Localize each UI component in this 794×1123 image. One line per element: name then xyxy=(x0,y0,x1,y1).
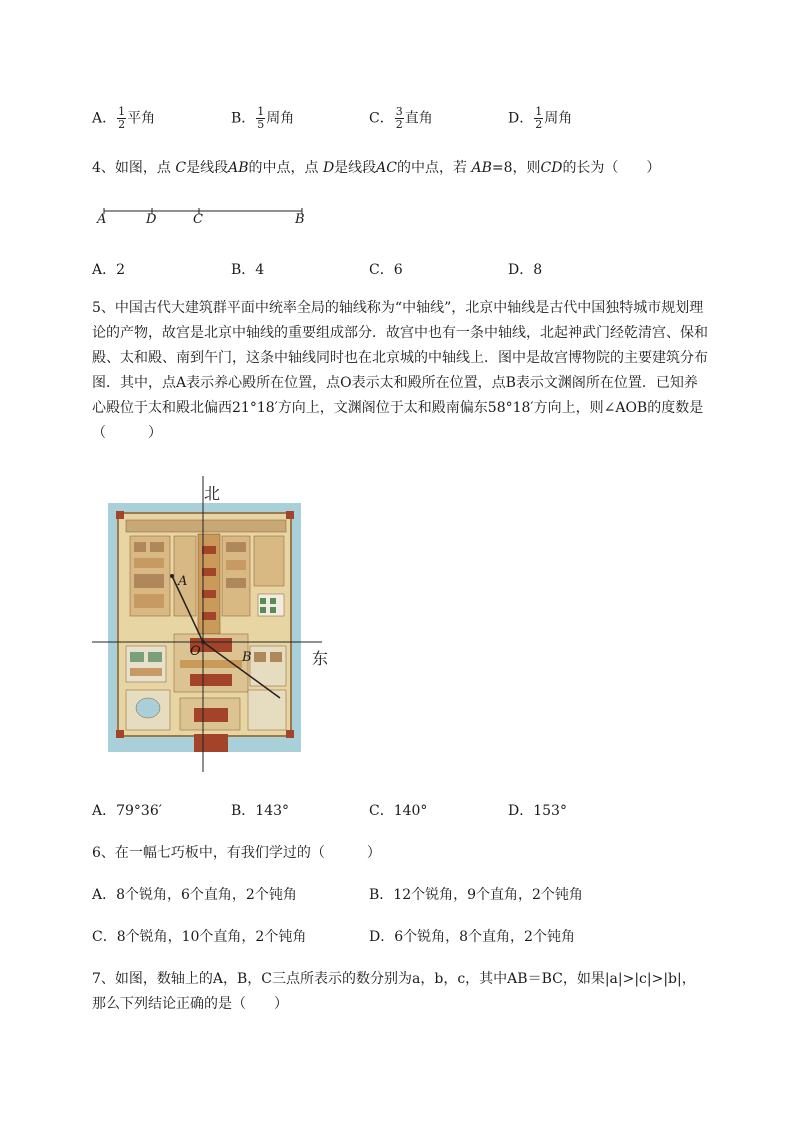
q5-option-b: B．143° xyxy=(231,803,290,819)
q6-option-c: C．8个锐角，10个直角，2个钝角 xyxy=(92,929,307,945)
q6-option-b: B．12个锐角，9个直角，2个钝角 xyxy=(369,887,583,903)
q6-option-a: A．8个锐角，6个直角，2个钝角 xyxy=(92,887,297,903)
point-label-d: D xyxy=(146,212,157,227)
q6-option-d: D．6个锐角，8个直角，2个钝角 xyxy=(369,929,575,945)
q4-question: 4、如图，点 C是线段AB的中点，点 D是线段AC的中点，若 AB=8，则CD的长为（ ） xyxy=(92,160,661,176)
point-label-a: A xyxy=(97,212,107,227)
segment-diagram xyxy=(92,200,312,230)
point-b-label: B xyxy=(242,650,252,665)
point-label-c: C xyxy=(193,212,203,227)
q5-option-c: C．140° xyxy=(369,803,428,819)
q3-option-a: A． $\frac{1}{2}$ 平角 xyxy=(92,105,156,131)
q3-option-d: D． $\frac{1}{2}$ 周角 xyxy=(508,105,573,131)
q4-option-d: D．8 xyxy=(508,262,543,278)
q6-question: 6、在一幅七巧板中，有我们学过的（ ） xyxy=(92,845,381,861)
q4-option-b: B．4 xyxy=(231,262,265,278)
palace-map xyxy=(90,476,340,776)
east-label: 东 xyxy=(312,649,329,668)
q7-question-line1: 7、如图，数轴上的A，B，C三点所表示的数分别为a，b，c，其中AB＝BC，如果|a|>|c|>|b|， xyxy=(92,971,696,987)
q7-question-line2: 那么下列结论正确的是（ ） xyxy=(92,996,288,1012)
q4-option-c: C．6 xyxy=(369,262,403,278)
point-a-label: A xyxy=(178,574,188,589)
q3-option-c: C． $\frac{3}{2}$ 直角 xyxy=(369,105,433,131)
q3-option-b: B． $\frac{1}{5}$ 周角 xyxy=(231,105,295,131)
q5-option-a: A．79°36′ xyxy=(92,803,162,819)
north-label: 北 xyxy=(204,484,221,503)
q5-question: 5、中国古代大建筑群平面中统率全局的轴线称为“中轴线”，北京中轴线是古代中国独特城市规划理 论的产物，故宫是北京中轴线的重要组成部分．故宫中也有一条中轴线，北起神武门经乾清宫、保和 殿、太和殿、南到午门，这条中轴线同时也在北京城的中轴线上．图中是故宫博物院的主要建筑分布 图．其中，点A表示养心殿所在位置，点O表示太和殿所在位置，点B表示文渊阁所在位置．已知养 心殿位于太和殿北偏西21°18′方向上，文渊阁位于太和殿南偏东58°18′方向上，则∠AOB的度数是 （ ） xyxy=(92,300,708,441)
q4-option-a: A．2 xyxy=(92,262,126,278)
point-o-label: O xyxy=(190,644,201,659)
q5-option-d: D．153° xyxy=(508,803,567,819)
point-label-b: B xyxy=(295,212,305,227)
